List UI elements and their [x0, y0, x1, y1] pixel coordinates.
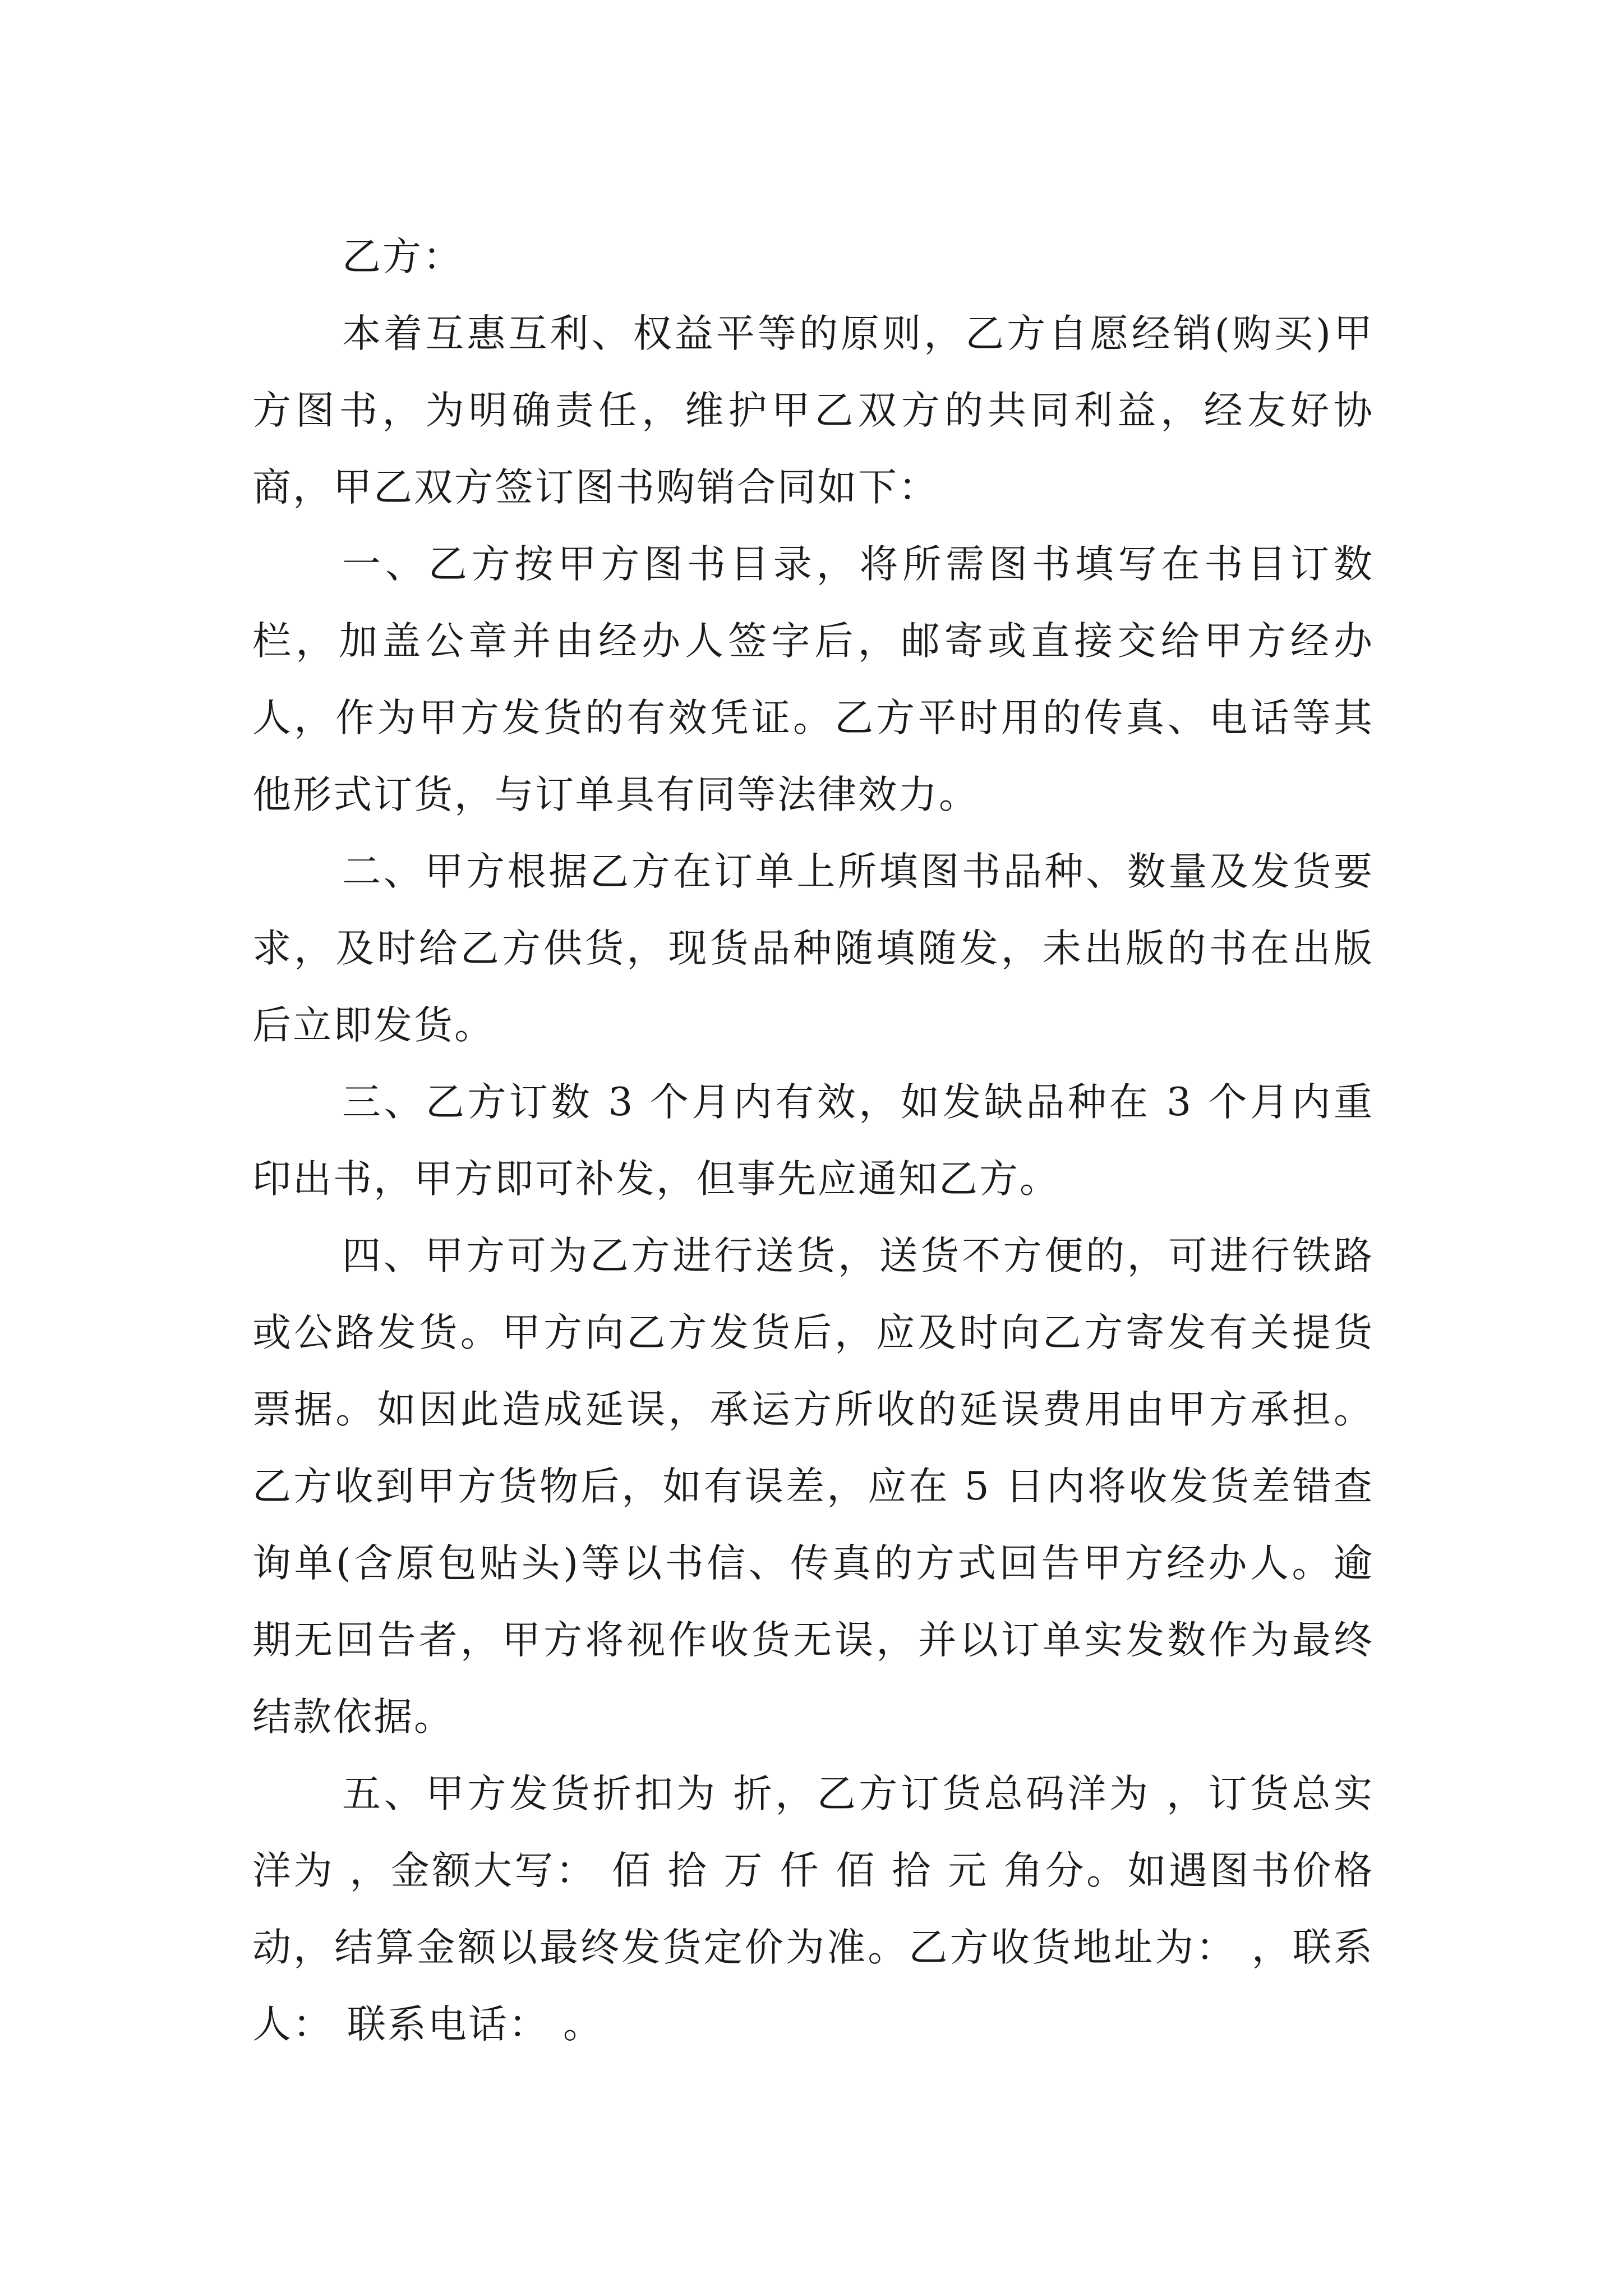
- clause-4-paragraph: 四、甲方可为乙方进行送货，送货不方便的，可进行铁路或公路发货。甲方向乙方发货后，应及时向乙方寄发有关提货票据。如因此造成延误，承运方所收的延误费用由甲方承担。乙方收到甲方货物后，如有误差，应在 5 日内将收发货差错查询单(含原包贴头)等以书信、传真的方式回告甲方经办人。逾期无回告者，甲方将视作收货无误，并以订单实发数作为最终结款依据。: [252, 1234, 1374, 1740]
- contract-body: [252, 219, 1374, 2063]
- clause-3-paragraph: 三、乙方订数 3 个月内有效，如发缺品种在 3 个月内重印出书，甲方即可补发，但事先应通知乙方。: [252, 1080, 1374, 1202]
- clause-5-paragraph: 五、甲方发货折扣为 折，乙方订货总码洋为 ，订货总实洋为 ，金额大写： 佰 拾 万 仟 佰 拾 元 角分。如遇图书价格动，结算金额以最终发货定价为准。乙方收货地址为： ，联系人： 联系电话： 。: [252, 1772, 1374, 2047]
- clause-1-paragraph: 一、乙方按甲方图书目录，将所需图书填写在书目订数栏，加盖公章并由经办人签字后，邮寄或直接交给甲方经办人，作为甲方发货的有效凭证。乙方平时用的传真、电话等其他形式订货，与订单具有同等法律效力。: [252, 542, 1374, 817]
- preamble-paragraph: 本着互惠互利、权益平等的原则，乙方自愿经销(购买)甲方图书，为明确责任，维护甲乙双方的共同利益，经友好协商，甲乙双方签订图书购销合同如下：: [252, 311, 1374, 510]
- party-b-line: 乙方：: [342, 234, 463, 279]
- clause-2-paragraph: 二、甲方根据乙方在订单上所填图书品种、数量及发货要求，及时给乙方供货，现货品种随填随发，未出版的书在出版后立即发货。: [252, 849, 1374, 1048]
